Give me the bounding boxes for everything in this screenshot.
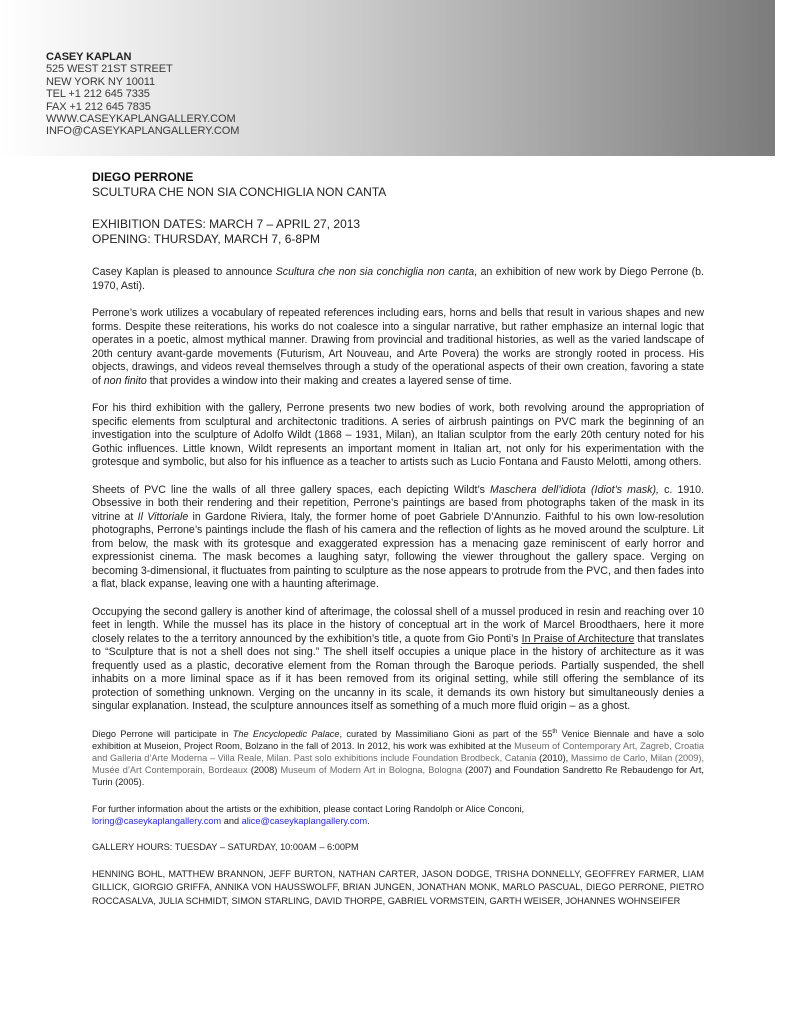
para4-text-a: Occupying the second gallery is another kind of afterimage, the colossal shell of a mussel produced in resin and reaching over 10 feet in length. While the mussel has its place in the history of conceptual art in the work of Marcel Broodthaers, here it more closely relates to the a territory announced by the exhibition’s title, a quote from Gio Ponti’s (92, 605, 704, 645)
address-line-fax: FAX +1 212 645 7835 (46, 100, 151, 113)
para1-text-a: Perrone’s work utilizes a vocabulary of repeated references including ears, horns and bells that result in various shapes and new forms. Despite these reiterations, his works do not coalesce into a singular narrative, but rather emphasize an internal logic that operates in a poetic, almost mythical manner. Drawing from provincial and traditional histories, as well as the varied landscape of 20th century avant-garde movements (Futurism, Art Nouveau, and Arte Povera) the works are strongly rooted in process. His objects, drawings, and videos reveal themselves through a study of the operational aspects of their own creation, favoring a state of (92, 307, 704, 387)
bio-text-f: (2007) and Foundation Sandretto Re Rebaudengo for Art, Turin (2005). (92, 765, 704, 788)
contact-line: For further information about the artists or the exhibition, please contact Loring Randolph or Alice Conconi, (92, 803, 525, 814)
intro-text-a: Casey Kaplan is pleased to announce (92, 266, 276, 278)
para3-text-b: c. 1910. Obsessive in both their rendering and their repetition, Perrone’s paintings are based from photographs taken of the mask in its vitrine at (92, 483, 704, 523)
paragraph-third-exhibition: For his third exhibition with the gallery, Perrone presents two new bodies of work, both revolving around the appropriation of specific elements from sculptural and architectonic traditions. A series of airbrush paintings on PVC mark the beginning of an investigation into the sculpture of Adolfo Wildt (1868 – 1931, Milan), an Italian sculptor from the early 20th century noted for his Gothic influences. Little known, Wildt represents an important moment in Italian art, not only for his experimentation with the grotesque and symbolic, but also for his influence as a teacher to artists such as Lucio Fontana and Fausto Melotti, among others. (92, 402, 704, 468)
para1-italic: non finito (103, 374, 147, 387)
intro-paragraph (92, 266, 704, 293)
press-release-body (92, 170, 704, 908)
bio-text-a: Diego Perrone will participate in (92, 728, 233, 739)
bio-text-c: Venice Biennale and have a solo exhibition at Museion, Project Room, Bolzano in the fall of 2013. In 2012, his work was exhibited at the (92, 728, 704, 751)
bio-muted-b: Massimo de Carlo, Milan (2009), Musée d’Art Contemporain, Bordeaux (92, 752, 704, 776)
email-link-loring[interactable]: loring@caseykaplangallery.com (92, 815, 222, 826)
para3-text-c: in Gardone Riviera, Italy, the former home of poet Gabriele D’Annunzio. Faithful to his own low-resolution photographs, Perrone’s paintings include the flash of his camera and the reflection of lights as he moved around the sculpture. Lit from below, the mask with its grotesque and exaggerated expression has a menacing gaze reminiscent of early horror and expressionist cinema. The mask becomes a laughing satyr, following the viewer throughout the gallery space. Verging on becoming 3-dimensional, it fluctuates from painting to sculpture as the nose appears to protrude from the PVC, and then fades into a flat, black expanse, leaving one with a haunting afterimage. (92, 510, 705, 590)
para1-text-b: that provides a window into their making and creates a layered sense of time. (146, 374, 512, 387)
bio-superscript: th (552, 728, 558, 735)
intro-text-b: , an exhibition of new work by Diego Perrone (b. 1970, Asti). (92, 266, 704, 292)
address-line-web: WWW.CASEYKAPLANGALLERY.COM (46, 113, 236, 126)
para4-text-b: that translates to “Sculpture that is not a shell does not sing.” The shell itself occupies a unique place in the history of architecture as it was frequently used as a plastic, decorative element from the Roman through the Baroque periods. Partially suspended, the shell inhabits on a more liminal space as if it has been removed from its original setting, while still offering the semblance of its protection of something unknown. Verging on the uncanny in its scale, it demands its own history but simultaneously denies a singular explanation. Instead, the sculpture announces itself as something of a much more fluid origin – as a ghost. (92, 632, 704, 712)
address-line-email: INFO@CASEYKAPLANGALLERY.COM (46, 125, 240, 138)
gallery-hours: GALLERY HOURS: TUESDAY – SATURDAY, 10:00AM – 6:00PM (92, 841, 359, 852)
artist-name: DIEGO PERRONE (92, 170, 194, 184)
artist-bio (92, 728, 704, 789)
paragraph-pvc-sheets (92, 484, 704, 592)
address-line-street: 525 WEST 21ST STREET (46, 63, 173, 76)
bio-text-b: , curated by Massimiliano Gioni as part of the 55 (339, 728, 553, 739)
bio-text-e: (2008) (250, 765, 278, 776)
gallery-address-block (46, 51, 239, 138)
address-line-tel: TEL +1 212 645 7335 (46, 88, 150, 101)
paragraph-mussel-shell (92, 606, 704, 714)
para3-italic-a: Maschera dell’idiota (Idiot’s mask), (490, 483, 659, 496)
paragraph-practice (92, 307, 704, 388)
bio-muted-c: Museum of Modern Art in Bologna, Bologna (277, 765, 466, 776)
para4-underlined-title: In Praise of Architecture (521, 632, 635, 645)
exhibition-title: SCULTURA CHE NON SIA CONCHIGLIA NON CANTA (92, 185, 387, 199)
opening-line: OPENING: THURSDAY, MARCH 7, 6-8PM (92, 232, 321, 246)
contact-paragraph (92, 803, 704, 827)
email-link-alice[interactable]: alice@caseykaplangallery.com (241, 815, 368, 826)
represented-artists-list: HENNING BOHL, MATTHEW BRANNON, JEFF BURTON, NATHAN CARTER, JASON DODGE, TRISHA DONNELLY, GEOFFREY FARMER, LIAM GILLICK, GIORGIO GRIFFA, ANNIKA VON HAUSSWOLFF, BRIAN JUNGEN, JONATHAN MONK, MARLO PASCUAL, DIEGO PERRONE, PIETRO ROCCASALVA, JULIA SCHMIDT, SIMON STARLING, DAVID THORPE, GABRIEL VORMSTEIN, GARTH WEISER, JOHANNES WOHNSEIFER (92, 868, 704, 906)
gallery-name: CASEY KAPLAN (46, 51, 132, 63)
bio-muted-a: Museum of Contemporary Art, Zagreb, Croatia and Galleria d’Arte Moderna – Villa Reale, Milan. Past solo exhibitions include Foundation Brodbeck, Catania (92, 740, 704, 763)
dates-line: EXHIBITION DATES: MARCH 7 – APRIL 27, 2013 (92, 217, 361, 231)
para3-italic-b: Il Vittoriale (137, 510, 189, 523)
para3-text-a: Sheets of PVC line the walls of all three gallery spaces, each depicting Wildt’s (92, 483, 491, 496)
bio-text-d: (2010), (539, 752, 569, 763)
letterhead-band (0, 0, 775, 156)
contact-end: . (367, 815, 370, 826)
contact-and: and (221, 815, 242, 826)
intro-title-italic: Scultura che non sia conchiglia non canta (275, 266, 475, 278)
exhibition-dates (92, 217, 704, 247)
address-line-city: NEW YORK NY 10011 (46, 75, 155, 88)
bio-italic: The Encyclopedic Palace (232, 728, 340, 739)
